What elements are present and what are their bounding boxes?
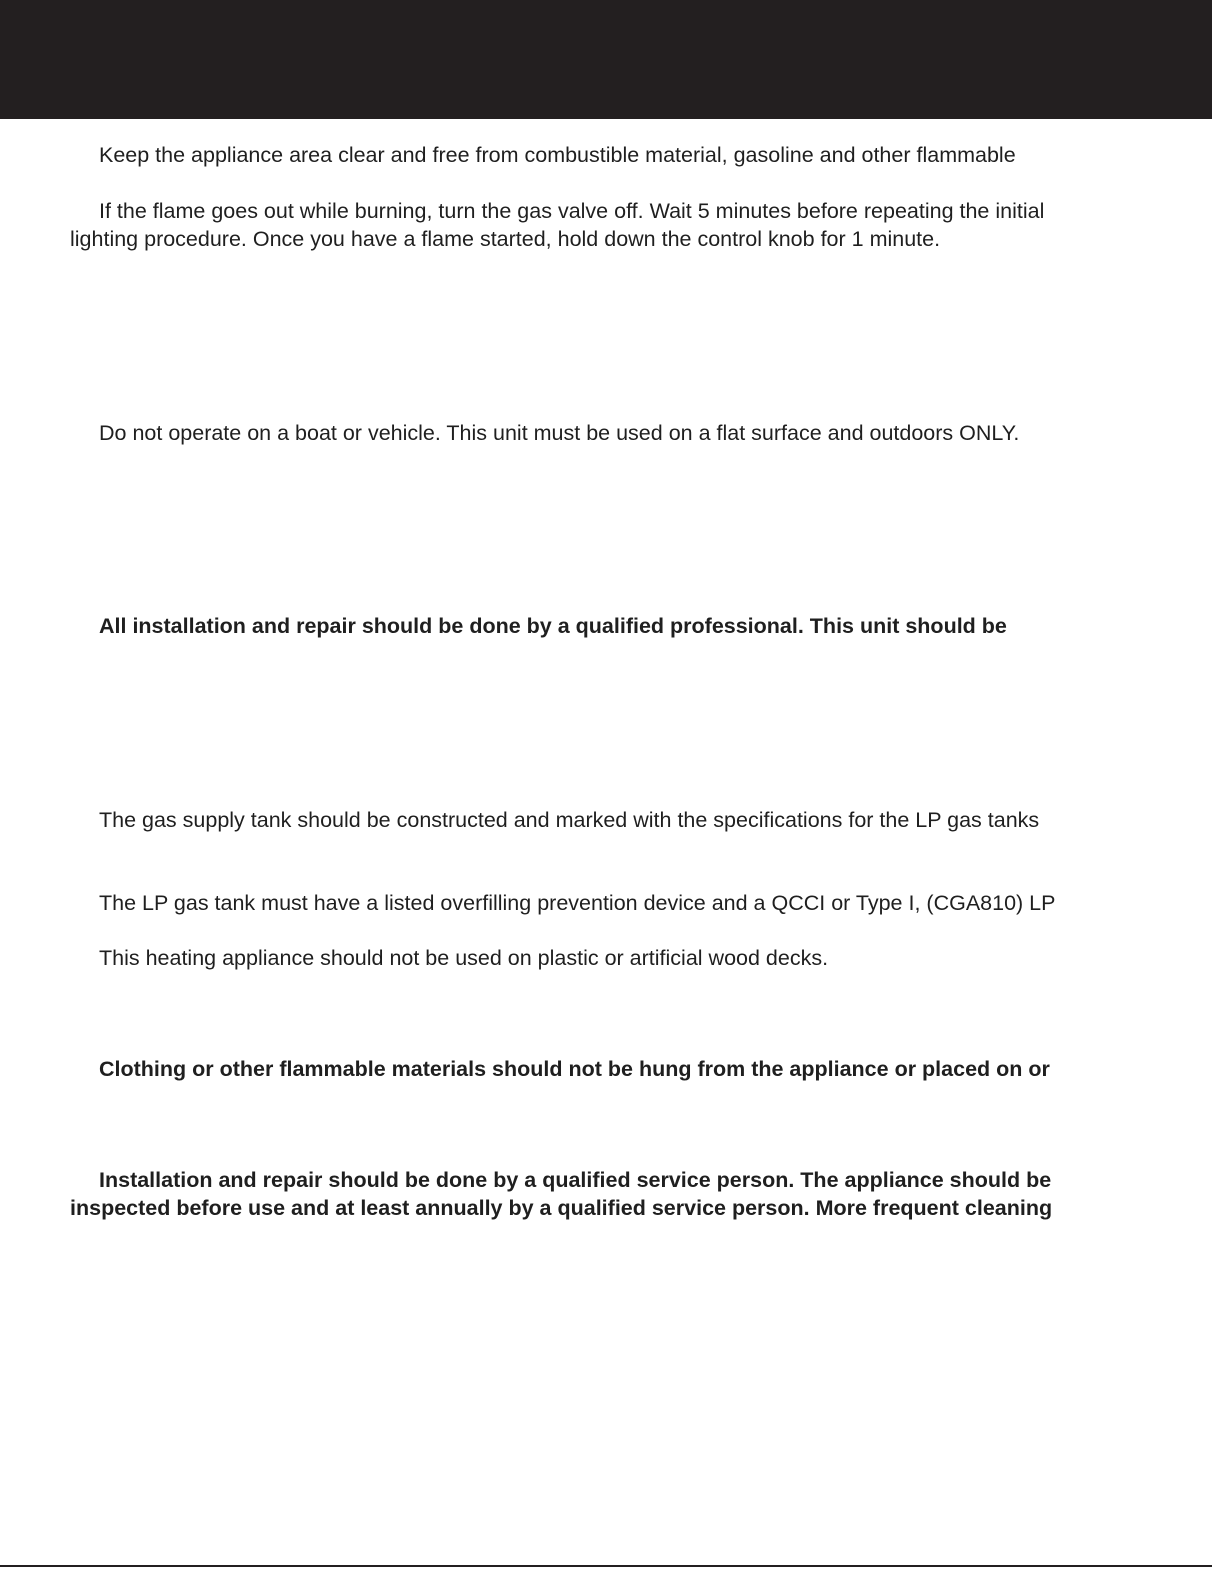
paragraph-flame-out — [70, 197, 1132, 253]
paragraph-clothing — [70, 1055, 1132, 1083]
paragraph-line: Do not operate on a boat or vehicle. This unit must be used on a flat surface and outdoors ONLY. — [99, 421, 1020, 445]
header-band — [0, 0, 1212, 119]
paragraph-line: Clothing or other flammable materials should not be hung from the appliance or placed on or — [99, 1057, 1050, 1081]
paragraph-overfilling-device — [70, 889, 1132, 917]
page-edge — [1212, 0, 1225, 1585]
paragraph-line: Installation and repair should be done by a qualified service person. The appliance should be — [99, 1168, 1052, 1192]
paragraph-service-person — [70, 1166, 1132, 1222]
paragraph-decks — [70, 944, 1132, 972]
paragraph-line: The gas supply tank should be constructed and marked with the specifications for the LP gas tanks — [99, 808, 1040, 832]
paragraph-gas-supply-tank — [70, 806, 1132, 834]
paragraph-line: Keep the appliance area clear and free from combustible material, gasoline and other flammable — [99, 143, 1016, 167]
paragraph-line: If the flame goes out while burning, turn the gas valve off. Wait 5 minutes before repeating the initial — [99, 199, 1045, 223]
paragraph-line: lighting procedure. Once you have a flame started, hold down the control knob for 1 minute. — [70, 227, 941, 251]
paragraph-line: inspected before use and at least annually by a qualified service person. More frequent cleaning — [70, 1196, 1053, 1220]
paragraph-line: The LP gas tank must have a listed overfilling prevention device and a QCCI or Type I, (CGA810) LP — [99, 891, 1056, 915]
paragraph-boat-vehicle — [70, 419, 1132, 447]
paragraph-line: This heating appliance should not be used on plastic or artificial wood decks. — [99, 946, 829, 970]
paragraph-line: All installation and repair should be done by a qualified professional. This unit should be — [99, 614, 1007, 638]
paragraph-clear-area — [70, 141, 1132, 169]
paragraph-qualified-professional — [70, 612, 1132, 640]
bottom-rule — [0, 1565, 1212, 1567]
